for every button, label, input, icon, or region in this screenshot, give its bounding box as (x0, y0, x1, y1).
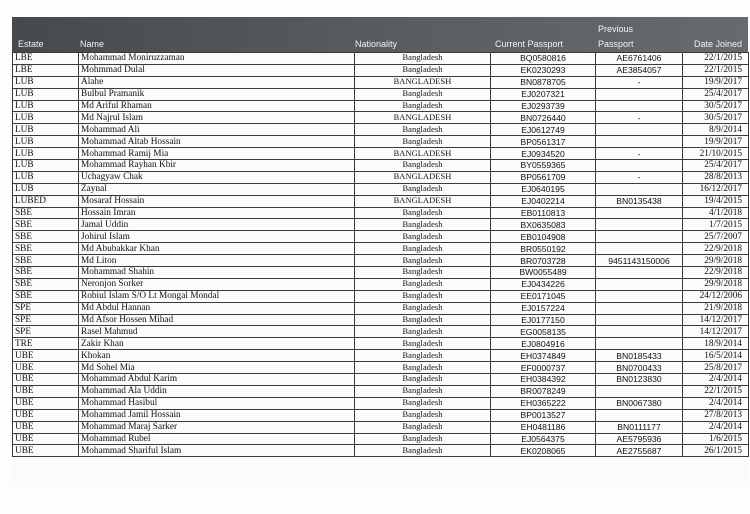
cell-current-passport: BN0878705 (491, 76, 596, 88)
cell-previous-passport (596, 183, 683, 195)
cell-nationality: BANGLADESH (355, 171, 491, 183)
cell-current-passport: EE0171045 (491, 290, 596, 302)
cell-nationality: Bangladesh (355, 136, 491, 148)
cell-nationality: Bangladesh (355, 88, 491, 100)
cell-nationality: Bangladesh (355, 160, 491, 172)
table-row (13, 267, 749, 279)
cell-estate: LUB (13, 112, 79, 124)
table-row (13, 278, 749, 290)
cell-estate: SBE (13, 219, 79, 231)
cell-previous-passport: 9451143150006 (596, 255, 683, 267)
cell-date-joined: 19/9/2017 (683, 76, 749, 88)
cell-current-passport: EK0208065 (491, 445, 596, 457)
cell-nationality: Bangladesh (355, 100, 491, 112)
cell-date-joined: 2/4/2014 (683, 421, 749, 433)
cell-date-joined: 21/9/2018 (683, 302, 749, 314)
cell-current-passport: EF0000737 (491, 362, 596, 374)
cell-date-joined: 28/8/2013 (683, 171, 749, 183)
cell-current-passport: EG0058135 (491, 326, 596, 338)
cell-current-passport: EH0365222 (491, 397, 596, 409)
cell-date-joined: 2/4/2014 (683, 397, 749, 409)
table-header (12, 17, 748, 52)
header-name: Name (80, 39, 105, 49)
cell-date-joined: 8/9/2014 (683, 124, 749, 136)
cell-name: Mohammad Shahin (79, 267, 355, 279)
cell-nationality: Bangladesh (355, 374, 491, 386)
cell-estate: UBE (13, 385, 79, 397)
cell-nationality: Bangladesh (355, 314, 491, 326)
cell-current-passport: EH0481186 (491, 421, 596, 433)
cell-estate: SPE (13, 326, 79, 338)
cell-estate: SBE (13, 267, 79, 279)
cell-date-joined: 30/5/2017 (683, 100, 749, 112)
cell-nationality: Bangladesh (355, 302, 491, 314)
cell-current-passport: BX0635083 (491, 219, 596, 231)
table-row (13, 302, 749, 314)
cell-previous-passport (596, 160, 683, 172)
table-row (13, 385, 749, 397)
cell-previous-passport: BN0067380 (596, 397, 683, 409)
cell-name: Md Afsor Hossen Mihad (79, 314, 355, 326)
cell-name: Bulbul Pramanik (79, 88, 355, 100)
cell-estate: SBE (13, 255, 79, 267)
cell-previous-passport (596, 302, 683, 314)
cell-estate: UBE (13, 409, 79, 421)
cell-current-passport: EB0110813 (491, 207, 596, 219)
cell-current-passport: EJ0157224 (491, 302, 596, 314)
cell-current-passport: EH0374849 (491, 350, 596, 362)
cell-current-passport: BY0559365 (491, 160, 596, 172)
table-row (13, 53, 749, 65)
cell-nationality: Bangladesh (355, 53, 491, 65)
table-row (13, 338, 749, 350)
cell-date-joined: 16/12/2017 (683, 183, 749, 195)
cell-current-passport: EJ0612749 (491, 124, 596, 136)
table-row (13, 243, 749, 255)
table-row (13, 409, 749, 421)
table-row (13, 362, 749, 374)
cell-previous-passport (596, 326, 683, 338)
cell-nationality: Bangladesh (355, 338, 491, 350)
cell-estate: LUB (13, 160, 79, 172)
cell-previous-passport (596, 88, 683, 100)
cell-name: Mohammad Jamil Hossain (79, 409, 355, 421)
cell-date-joined: 22/1/2015 (683, 385, 749, 397)
cell-nationality: BANGLADESH (355, 148, 491, 160)
cell-name: Uchagyaw Chak (79, 171, 355, 183)
cell-previous-passport: BN0123830 (596, 374, 683, 386)
cell-previous-passport (596, 409, 683, 421)
cell-name: Zaynal (79, 183, 355, 195)
cell-name: Md Liton (79, 255, 355, 267)
cell-current-passport: EJ0640195 (491, 183, 596, 195)
cell-current-passport: EB0104908 (491, 231, 596, 243)
table-row (13, 183, 749, 195)
cell-nationality: Bangladesh (355, 255, 491, 267)
table-row (13, 445, 749, 457)
cell-nationality: Bangladesh (355, 64, 491, 76)
table-row (13, 421, 749, 433)
header-nationality: Nationality (355, 39, 398, 49)
cell-name: Md Ariful Rhaman (79, 100, 355, 112)
cell-nationality: BANGLADESH (355, 76, 491, 88)
table-row (13, 76, 749, 88)
cell-estate: SPE (13, 302, 79, 314)
cell-current-passport: BR0703728 (491, 255, 596, 267)
header-previous-line2: Passport (598, 39, 634, 49)
cell-date-joined: 27/8/2013 (683, 409, 749, 421)
cell-previous-passport (596, 219, 683, 231)
cell-current-passport: EJ0934520 (491, 148, 596, 160)
cell-nationality: Bangladesh (355, 207, 491, 219)
cell-previous-passport: AE2755687 (596, 445, 683, 457)
cell-date-joined: 14/12/2017 (683, 326, 749, 338)
cell-name: Mohammad Hasibul (79, 397, 355, 409)
cell-name: Rasel Mahmud (79, 326, 355, 338)
cell-estate: UBE (13, 362, 79, 374)
cell-current-passport: BN0726440 (491, 112, 596, 124)
cell-date-joined: 25/4/2017 (683, 88, 749, 100)
cell-previous-passport: - (596, 171, 683, 183)
cell-nationality: Bangladesh (355, 385, 491, 397)
cell-date-joined: 22/1/2015 (683, 64, 749, 76)
cell-nationality: Bangladesh (355, 243, 491, 255)
cell-previous-passport: AE5795936 (596, 433, 683, 445)
cell-name: Md Sohel Mia (79, 362, 355, 374)
cell-estate: UBE (13, 374, 79, 386)
cell-name: Md Abdul Hannan (79, 302, 355, 314)
cell-name: Hossain Imran (79, 207, 355, 219)
cell-current-passport: BP0561709 (491, 171, 596, 183)
cell-current-passport: EK0230293 (491, 64, 596, 76)
table-row (13, 160, 749, 172)
cell-date-joined: 25/8/2017 (683, 362, 749, 374)
table-row (13, 207, 749, 219)
cell-previous-passport: BN0700433 (596, 362, 683, 374)
cell-estate: LUB (13, 124, 79, 136)
table-row (13, 219, 749, 231)
cell-previous-passport: BN0135438 (596, 195, 683, 207)
cell-estate: TRE (13, 338, 79, 350)
cell-name: Mohammad Shariful Islam (79, 445, 355, 457)
cell-previous-passport (596, 290, 683, 302)
cell-current-passport: BP0013527 (491, 409, 596, 421)
cell-name: Mohmmad Dulal (79, 64, 355, 76)
cell-previous-passport (596, 385, 683, 397)
cell-previous-passport (596, 267, 683, 279)
cell-date-joined: 19/4/2015 (683, 195, 749, 207)
cell-previous-passport: BN0185433 (596, 350, 683, 362)
cell-current-passport: EJ0564375 (491, 433, 596, 445)
cell-estate: SBE (13, 207, 79, 219)
cell-current-passport: BP0561317 (491, 136, 596, 148)
cell-date-joined: 30/5/2017 (683, 112, 749, 124)
cell-estate: UBE (13, 397, 79, 409)
cell-estate: UBE (13, 445, 79, 457)
cell-name: Jamal Uddin (79, 219, 355, 231)
cell-previous-passport (596, 207, 683, 219)
cell-previous-passport: BN0111177 (596, 421, 683, 433)
cell-nationality: BANGLADESH (355, 195, 491, 207)
cell-current-passport: BR0078249 (491, 385, 596, 397)
cell-previous-passport: - (596, 148, 683, 160)
cell-estate: LUB (13, 100, 79, 112)
cell-previous-passport (596, 314, 683, 326)
table-row (13, 171, 749, 183)
cell-name: Mohammad Maraj Sarker (79, 421, 355, 433)
table-row (13, 255, 749, 267)
cell-estate: LUB (13, 76, 79, 88)
cell-date-joined: 18/9/2014 (683, 338, 749, 350)
cell-estate: LUB (13, 171, 79, 183)
cell-nationality: Bangladesh (355, 397, 491, 409)
cell-nationality: Bangladesh (355, 362, 491, 374)
cell-name: Mohammad Abdul Karim (79, 374, 355, 386)
table-row (13, 124, 749, 136)
cell-nationality: Bangladesh (355, 290, 491, 302)
header-date-joined: Date Joined (694, 39, 743, 49)
table-row (13, 397, 749, 409)
cell-estate: UBE (13, 433, 79, 445)
cell-date-joined: 1/6/2015 (683, 433, 749, 445)
table-body (13, 53, 749, 457)
cell-estate: SBE (13, 231, 79, 243)
cell-date-joined: 22/1/2015 (683, 53, 749, 65)
cell-current-passport: EJ0804916 (491, 338, 596, 350)
cell-current-passport: EJ0402214 (491, 195, 596, 207)
cell-name: Md Abubakkar Khan (79, 243, 355, 255)
cell-previous-passport (596, 243, 683, 255)
cell-name: Mohammad Moniruzzaman (79, 53, 355, 65)
cell-estate: LBE (13, 64, 79, 76)
table-row (13, 374, 749, 386)
header-previous-line1: Previous (598, 24, 634, 34)
cell-date-joined: 16/5/2014 (683, 350, 749, 362)
cell-current-passport: EJ0293739 (491, 100, 596, 112)
cell-date-joined: 22/9/2018 (683, 267, 749, 279)
cell-date-joined: 21/10/2015 (683, 148, 749, 160)
table-row (13, 136, 749, 148)
cell-current-passport: EH0384392 (491, 374, 596, 386)
cell-nationality: Bangladesh (355, 267, 491, 279)
cell-name: Md Najrul Islam (79, 112, 355, 124)
cell-date-joined: 22/9/2018 (683, 243, 749, 255)
cell-estate: SBE (13, 243, 79, 255)
cell-previous-passport (596, 231, 683, 243)
cell-name: Mohammad Altab Hossain (79, 136, 355, 148)
cell-name: Mohammad Ala Uddin (79, 385, 355, 397)
cell-estate: LUBED (13, 195, 79, 207)
cell-name: Alahe (79, 76, 355, 88)
cell-date-joined: 26/1/2015 (683, 445, 749, 457)
employee-sheet (12, 17, 748, 487)
table-row (13, 350, 749, 362)
cell-current-passport: BR0550192 (491, 243, 596, 255)
cell-nationality: Bangladesh (355, 219, 491, 231)
cell-current-passport: EJ0177150 (491, 314, 596, 326)
header-estate: Estate (18, 39, 44, 49)
cell-nationality: Bangladesh (355, 421, 491, 433)
cell-date-joined: 1/7/2015 (683, 219, 749, 231)
table-row (13, 100, 749, 112)
cell-previous-passport (596, 124, 683, 136)
cell-previous-passport (596, 338, 683, 350)
table-row (13, 433, 749, 445)
cell-date-joined: 19/9/2017 (683, 136, 749, 148)
cell-nationality: Bangladesh (355, 278, 491, 290)
cell-name: Robiul Islam S/O Lt Mongal Mondal (79, 290, 355, 302)
cell-estate: LUB (13, 183, 79, 195)
table-row (13, 231, 749, 243)
cell-nationality: Bangladesh (355, 445, 491, 457)
cell-estate: SBE (13, 278, 79, 290)
cell-date-joined: 14/12/2017 (683, 314, 749, 326)
table-row (13, 88, 749, 100)
cell-nationality: Bangladesh (355, 350, 491, 362)
cell-date-joined: 29/9/2018 (683, 255, 749, 267)
cell-nationality: Bangladesh (355, 433, 491, 445)
employee-table (12, 52, 749, 457)
cell-name: Mohammad Ramij Mia (79, 148, 355, 160)
cell-date-joined: 4/1/2018 (683, 207, 749, 219)
cell-estate: SPE (13, 314, 79, 326)
cell-estate: SBE (13, 290, 79, 302)
cell-name: Neronjon Sorker (79, 278, 355, 290)
cell-name: Mohammad Ali (79, 124, 355, 136)
cell-previous-passport (596, 136, 683, 148)
table-row (13, 112, 749, 124)
table-row (13, 64, 749, 76)
cell-date-joined: 29/9/2018 (683, 278, 749, 290)
cell-previous-passport: - (596, 76, 683, 88)
cell-previous-passport: AE6761406 (596, 53, 683, 65)
cell-name: Mohammad Rayhan Kbir (79, 160, 355, 172)
cell-estate: UBE (13, 421, 79, 433)
cell-date-joined: 25/4/2017 (683, 160, 749, 172)
cell-current-passport: BW0055489 (491, 267, 596, 279)
cell-nationality: Bangladesh (355, 124, 491, 136)
cell-previous-passport (596, 278, 683, 290)
cell-previous-passport: - (596, 112, 683, 124)
cell-estate: LBE (13, 53, 79, 65)
table-row (13, 326, 749, 338)
cell-current-passport: EJ0207321 (491, 88, 596, 100)
cell-name: Mohammad Rubel (79, 433, 355, 445)
cell-estate: UBE (13, 350, 79, 362)
cell-name: Johirul Islam (79, 231, 355, 243)
cell-name: Khokan (79, 350, 355, 362)
cell-date-joined: 25/7/2007 (683, 231, 749, 243)
cell-previous-passport (596, 100, 683, 112)
cell-nationality: Bangladesh (355, 409, 491, 421)
table-row (13, 314, 749, 326)
cell-nationality: BANGLADESH (355, 112, 491, 124)
cell-current-passport: EJ0434226 (491, 278, 596, 290)
cell-date-joined: 24/12/2006 (683, 290, 749, 302)
table-row (13, 195, 749, 207)
cell-nationality: Bangladesh (355, 183, 491, 195)
header-current-passport: Current Passport (495, 39, 564, 49)
cell-current-passport: BQ0580816 (491, 53, 596, 65)
cell-estate: LUB (13, 88, 79, 100)
cell-date-joined: 2/4/2014 (683, 374, 749, 386)
table-row (13, 148, 749, 160)
table-row (13, 290, 749, 302)
cell-estate: LUB (13, 148, 79, 160)
cell-previous-passport: AE3854057 (596, 64, 683, 76)
cell-name: Mosaraf Hossain (79, 195, 355, 207)
cell-name: Zakir Khan (79, 338, 355, 350)
cell-estate: LUB (13, 136, 79, 148)
cell-nationality: Bangladesh (355, 231, 491, 243)
cell-nationality: Bangladesh (355, 326, 491, 338)
